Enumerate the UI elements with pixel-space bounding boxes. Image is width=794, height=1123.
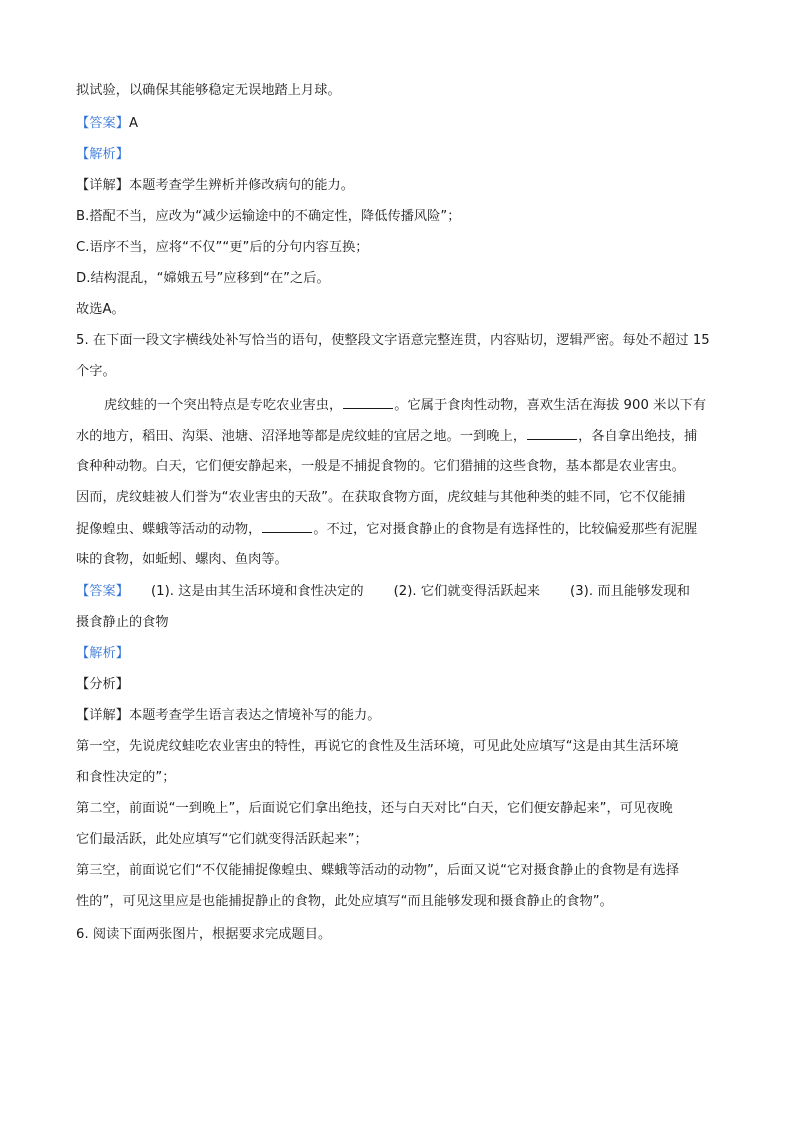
detail-label: 【详解】 <box>76 708 129 723</box>
explanation-line-6: 性的”，可见这里应是也能捕捉静止的食物，此处应填写“而且能够发现和摄食静止的食物”。 <box>76 894 613 909</box>
passage-line-1 <box>104 396 732 414</box>
answer-part-2: (2). 它们就变得活跃起来 <box>393 584 541 599</box>
analysis-label-q5: 【解析】 <box>76 646 129 661</box>
answer-value: A <box>128 116 139 131</box>
option-d-explanation: D.结构混乱，“嫦娥五号”应移到“在”之后。 <box>76 271 330 286</box>
analysis-label-q4: 【解析】 <box>76 147 129 162</box>
choice-conclusion: 故选A。 <box>76 302 125 317</box>
passage-text: 。它属于食肉性动物，喜欢生活在海拔 900 米以下有 <box>394 398 707 413</box>
answer-row-q5 <box>76 583 732 601</box>
passage-text: 。不过，它对摄食静止的食物是有选择性的，比较偏爱那些有泥腥 <box>313 522 698 537</box>
explanation-line-4: 它们最活跃，此处应填写“它们就变得活跃起来”； <box>76 832 368 847</box>
passage-text: 虎纹蛙的一个突出特点是专吃农业害虫， <box>104 398 343 413</box>
passage-text: ，各自拿出绝技，捕 <box>578 429 698 444</box>
explanation-line-2: 和食性决定的”； <box>76 770 176 785</box>
detail-row-q4 <box>76 177 732 195</box>
detail-text: 本题考查学生语言表达之情境补写的能力。 <box>128 708 381 723</box>
passage-line-3: 食种种动物。白天，它们便安静起来，一般是不捕捉食物的。它们猎捕的这些食物，基本都是农业害虫。 <box>76 459 685 474</box>
q6-stem: 6. 阅读下面两张图片，根据要求完成题目。 <box>76 927 332 942</box>
passage-text: 水的地方，稻田、沟渠、池塘、沼泽地等都是虎纹蛙的宜居之地。一到晚上， <box>76 429 527 444</box>
passage-line-5 <box>76 520 732 538</box>
q5-stem-line2: 个字。 <box>76 364 116 379</box>
answer-row-q5-cont: 摄食静止的食物 <box>76 615 169 630</box>
answer-part-1: (1). 这是由其生活环境和食性决定的 <box>150 584 364 599</box>
q5-stem-line1: 5. 在下面一段文字横线处补写恰当的语句，使整段文字语意完整连贯，内容贴切，逻辑严密。每处不超过 15 <box>76 333 710 348</box>
option-c-explanation: C.语序不当，应将“不仅”“更”后的分句内容互换； <box>76 240 369 255</box>
answer-label: 【答案】 <box>76 584 129 599</box>
passage-line-6: 味的食物，如蚯蚓、螺肉、鱼肉等。 <box>76 552 288 567</box>
detail-text: 本题考查学生辨析并修改病句的能力。 <box>128 178 354 193</box>
answer-row-q4 <box>76 115 732 133</box>
detail-row-q5 <box>76 707 732 725</box>
explanation-line-3: 第二空，前面说“一到晚上”，后面说它们拿出绝技，还与白天对比“白天，它们便安静起来”，可见夜晚 <box>76 801 673 816</box>
passage-text: 捉像蝗虫、蝶蛾等活动的动物， <box>76 522 262 537</box>
passage-line-4: 因而，虎纹蛙被人们誉为“农业害虫的天敌”。在获取食物方面，虎纹蛙与其他种类的蛙不同，它不仅能捕 <box>76 490 686 505</box>
answer-part-3: (3). 而且能够发现和 <box>570 584 691 599</box>
detail-label: 【详解】 <box>76 178 129 193</box>
passage-line-2 <box>76 427 732 445</box>
fill-blank-1 <box>343 396 393 409</box>
fill-blank-3 <box>262 520 312 533</box>
fill-blank-2 <box>527 427 577 440</box>
fenxi-label: 【分析】 <box>76 677 129 692</box>
answer-label: 【答案】 <box>76 116 129 131</box>
prev-answer-tail: 拟试验，以确保其能够稳定无误地踏上月球。 <box>76 83 341 98</box>
explanation-line-1: 第一空，先说虎纹蛙吃农业害虫的特性，再说它的食性及生活环境，可见此处应填写“这是由其生活环境 <box>76 739 679 754</box>
option-b-explanation: B.搭配不当，应改为“减少运输途中的不确定性，降低传播风险”； <box>76 209 461 224</box>
explanation-line-5: 第三空，前面说它们“不仅能捕捉像蝗虫、蝶蛾等活动的动物”，后面又说“它对摄食静止的食物是有选择 <box>76 863 680 878</box>
